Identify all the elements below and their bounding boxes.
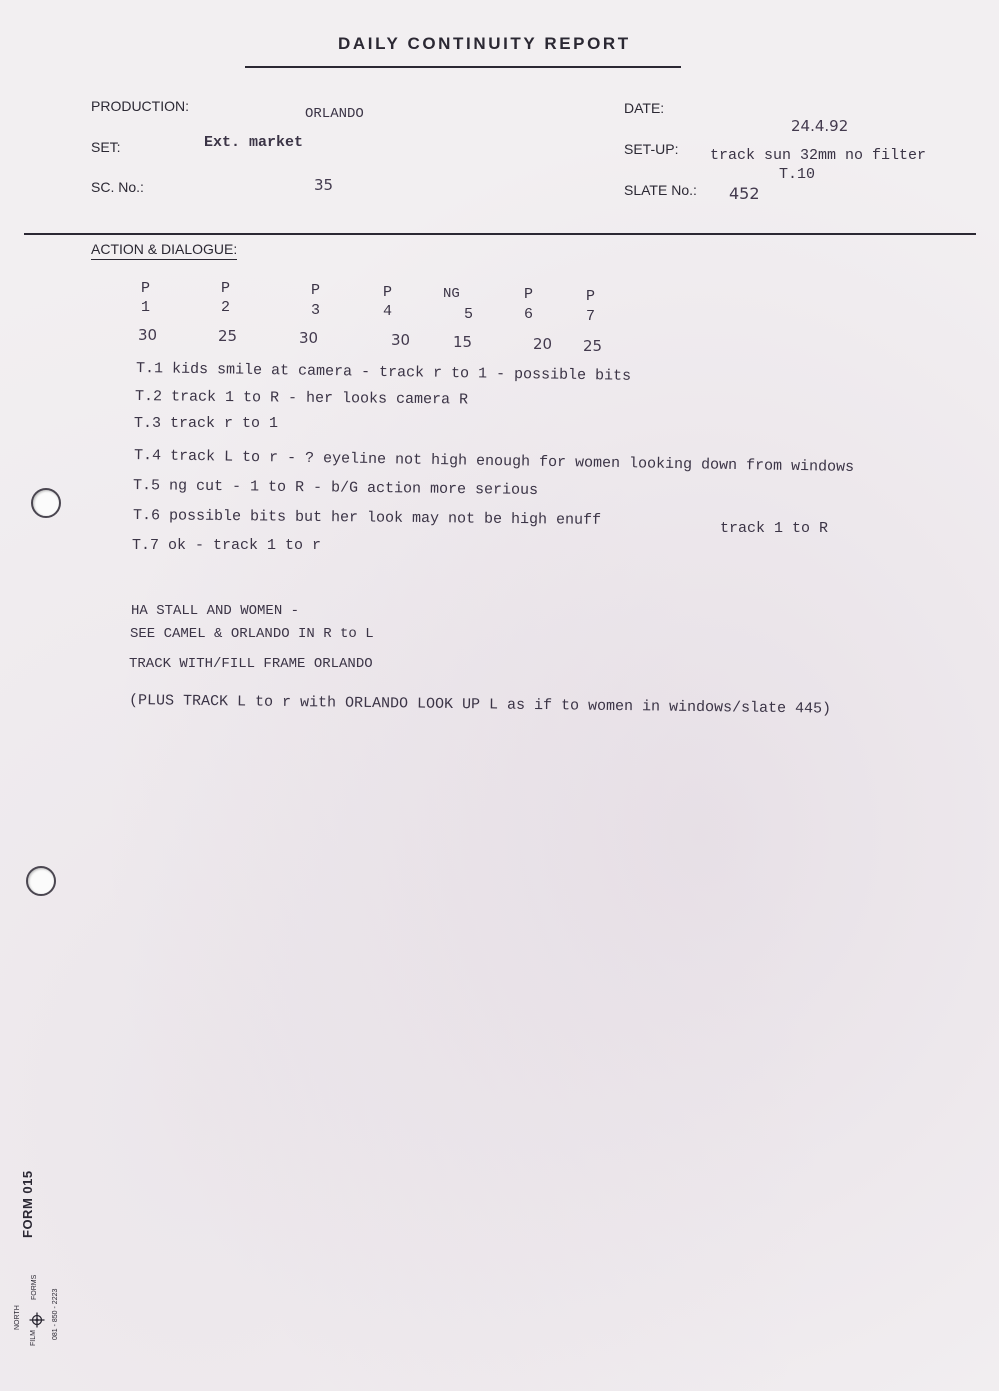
description-line: (PLUS TRACK L to r with ORLANDO LOOK UP L as if to women in windows/slate 445) — [128, 692, 832, 718]
take-note: T.1 kids smile at camera - track r to 1 - possible bits — [135, 360, 632, 385]
take-number: 7 — [586, 308, 596, 325]
date-value: 24.4.92 — [791, 117, 849, 135]
take-number: 6 — [524, 306, 534, 323]
imprint-phone: 081 - 850 - 2223 — [52, 1288, 59, 1340]
description-line: TRACK WITH/FILL FRAME ORLANDO — [129, 656, 373, 672]
take-duration: 15 — [453, 333, 473, 351]
scene-number-label: SC. No.: — [91, 179, 144, 195]
take-note: T.3 track r to 1 — [134, 415, 279, 432]
setup-take-value: T.10 — [779, 166, 816, 183]
take-note: T.5 ng cut - 1 to R - b/G action more serious — [132, 477, 539, 499]
take-number: 2 — [221, 299, 231, 316]
compass-logo-icon — [29, 1312, 45, 1328]
take-note: T.7 ok - track 1 to r — [132, 537, 322, 554]
take-number: 4 — [383, 303, 393, 320]
description-line: SEE CAMEL & ORLANDO IN R to L — [130, 626, 374, 642]
slate-number-label: SLATE No.: — [624, 182, 697, 198]
setup-label: SET-UP: — [624, 141, 679, 157]
report-title: DAILY CONTINUITY REPORT — [338, 34, 631, 53]
title-rule — [245, 66, 681, 68]
setup-value: track sun 32mm no filter — [710, 147, 927, 164]
take-status: P — [221, 280, 231, 297]
binder-hole — [31, 488, 61, 518]
take-number: 5 — [464, 306, 474, 323]
take-note: T.4 track L to r - ? eyeline not high enough for women looking down from windows — [133, 447, 855, 476]
take-duration: 25 — [583, 337, 603, 355]
take-duration: 30 — [391, 331, 411, 349]
take-status: NG — [443, 286, 460, 302]
description-line: HA STALL AND WOMEN - — [131, 603, 300, 619]
header-divider — [24, 233, 976, 235]
take-note: T.2 track 1 to R - her looks camera R — [134, 388, 469, 409]
take-duration: 30 — [299, 329, 319, 347]
production-value: ORLANDO — [305, 106, 364, 122]
take-duration: 20 — [533, 335, 553, 353]
take-note: T.6 possible bits but her look may not be high enuff — [132, 507, 602, 529]
scene-number-value: 35 — [314, 176, 334, 194]
take-number: 1 — [141, 299, 151, 316]
take-duration: 25 — [218, 327, 238, 345]
take-number: 3 — [311, 302, 321, 319]
take-status: P — [141, 280, 151, 297]
production-label: PRODUCTION: — [91, 98, 189, 114]
take-status: P — [383, 284, 393, 301]
imprint-forms: FORMS — [31, 1274, 38, 1300]
take-duration: 30 — [138, 326, 158, 344]
slate-number-value: 452 — [729, 184, 760, 203]
take-status: P — [586, 288, 596, 305]
set-label: SET: — [91, 139, 121, 155]
imprint-north: NORTH — [14, 1305, 21, 1330]
form-number: FORM 015 — [20, 1170, 35, 1238]
binder-hole — [26, 866, 56, 896]
take-note-aside: track 1 to R — [720, 520, 829, 537]
take-status: P — [524, 286, 534, 303]
set-value: Ext. market — [204, 134, 304, 151]
action-dialogue-label: ACTION & DIALOGUE: — [91, 241, 237, 260]
imprint-film: FILM — [30, 1330, 37, 1346]
take-status: P — [311, 282, 321, 299]
date-label: DATE: — [624, 100, 665, 116]
